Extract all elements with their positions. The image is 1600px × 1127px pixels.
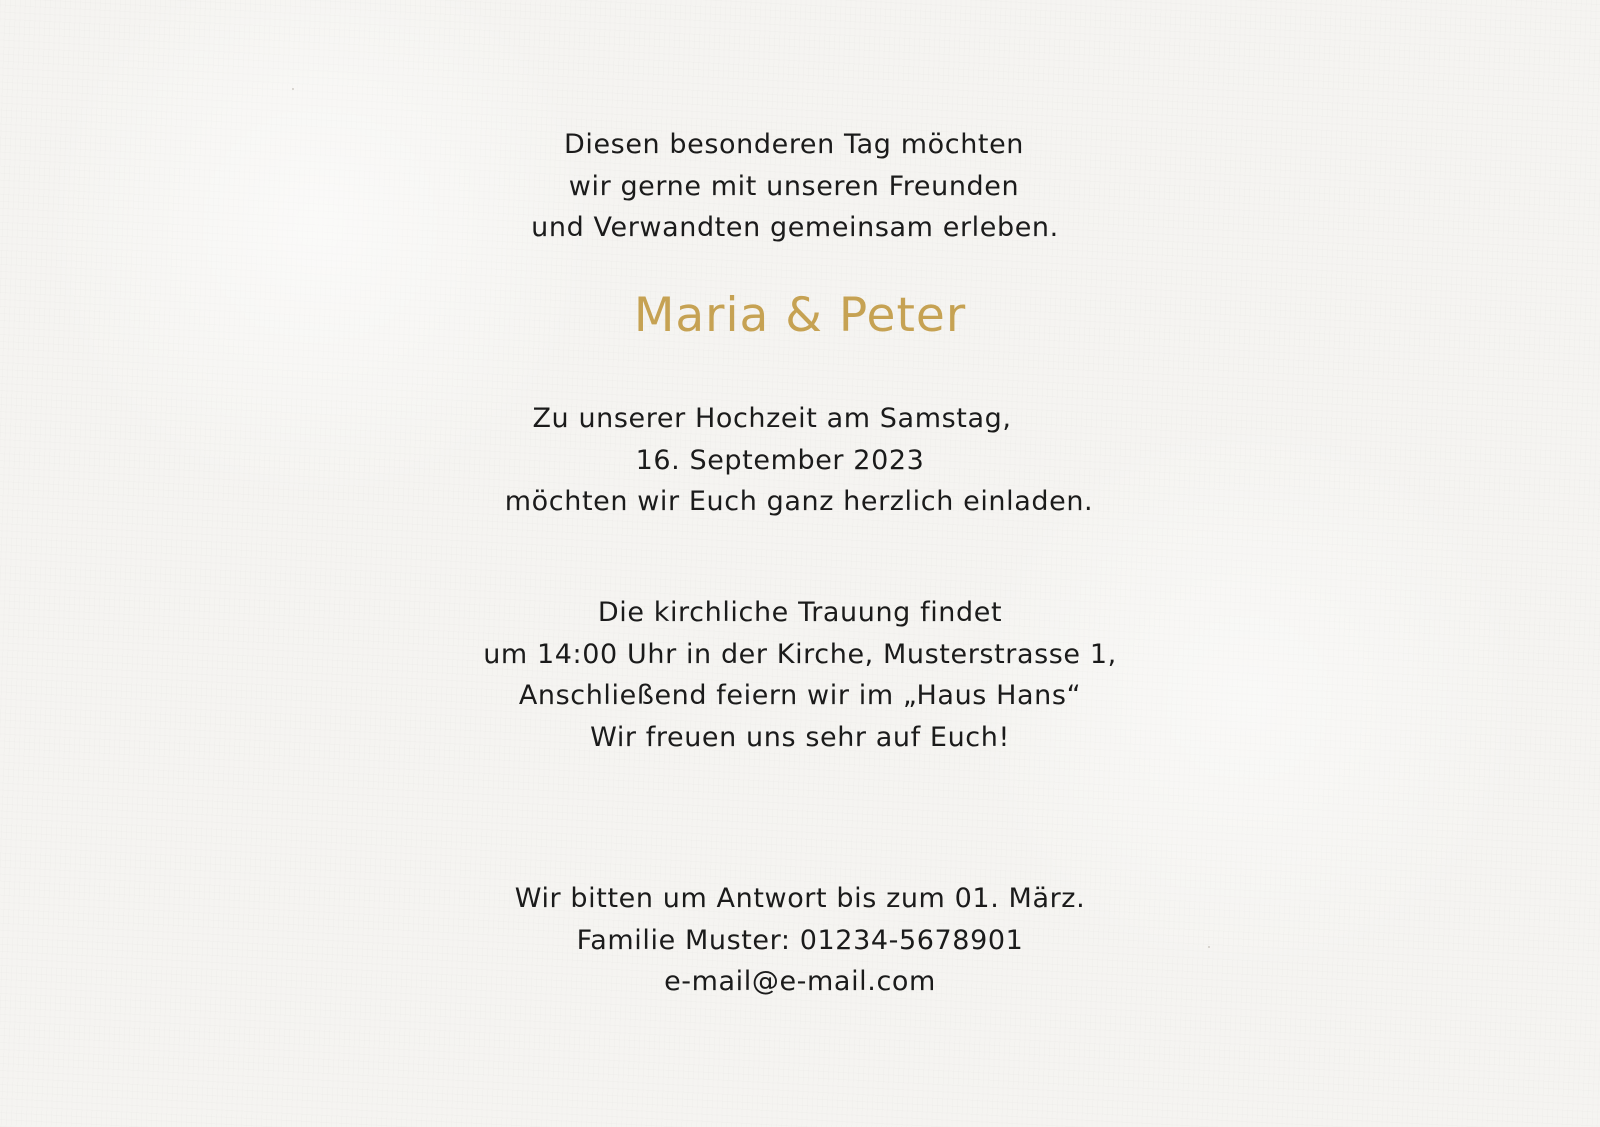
- invitation-text: [0, 398, 1600, 523]
- intro-text: [0, 124, 1600, 249]
- rsvp-details: [0, 878, 1600, 1003]
- intro-line: und Verwandten gemeinsam erleben.: [531, 212, 1059, 243]
- rsvp-email: e-mail@e-mail.com: [664, 966, 936, 997]
- intro-line: Diesen besonderen Tag möchten: [563, 129, 1025, 160]
- ceremony-line: Wir freuen uns sehr auf Euch!: [590, 721, 1010, 753]
- rsvp-line: Wir bitten um Antwort bis zum 01. März.: [514, 883, 1086, 914]
- ceremony-details: [0, 592, 1600, 758]
- paper-speck: [292, 88, 294, 90]
- ceremony-line: Die kirchliche Trauung findet: [597, 597, 1003, 628]
- invitation-line: 16. September 2023: [635, 444, 925, 476]
- rsvp-phone: Familie Muster: 01234-5678901: [576, 924, 1024, 956]
- intro-line: wir gerne mit unseren Freunden: [568, 170, 1020, 202]
- couple-names: Maria & Peter: [633, 288, 967, 343]
- ceremony-line: um 14:00 Uhr in der Kirche, Musterstrasse 1,: [483, 638, 1117, 670]
- invitation-line: Zu unserer Hochzeit am Samstag,: [532, 403, 1012, 434]
- ceremony-line: Anschließend feiern wir im „Haus Hans“: [518, 680, 1082, 711]
- invitation-line: möchten wir Euch ganz herzlich einladen.: [504, 486, 1094, 517]
